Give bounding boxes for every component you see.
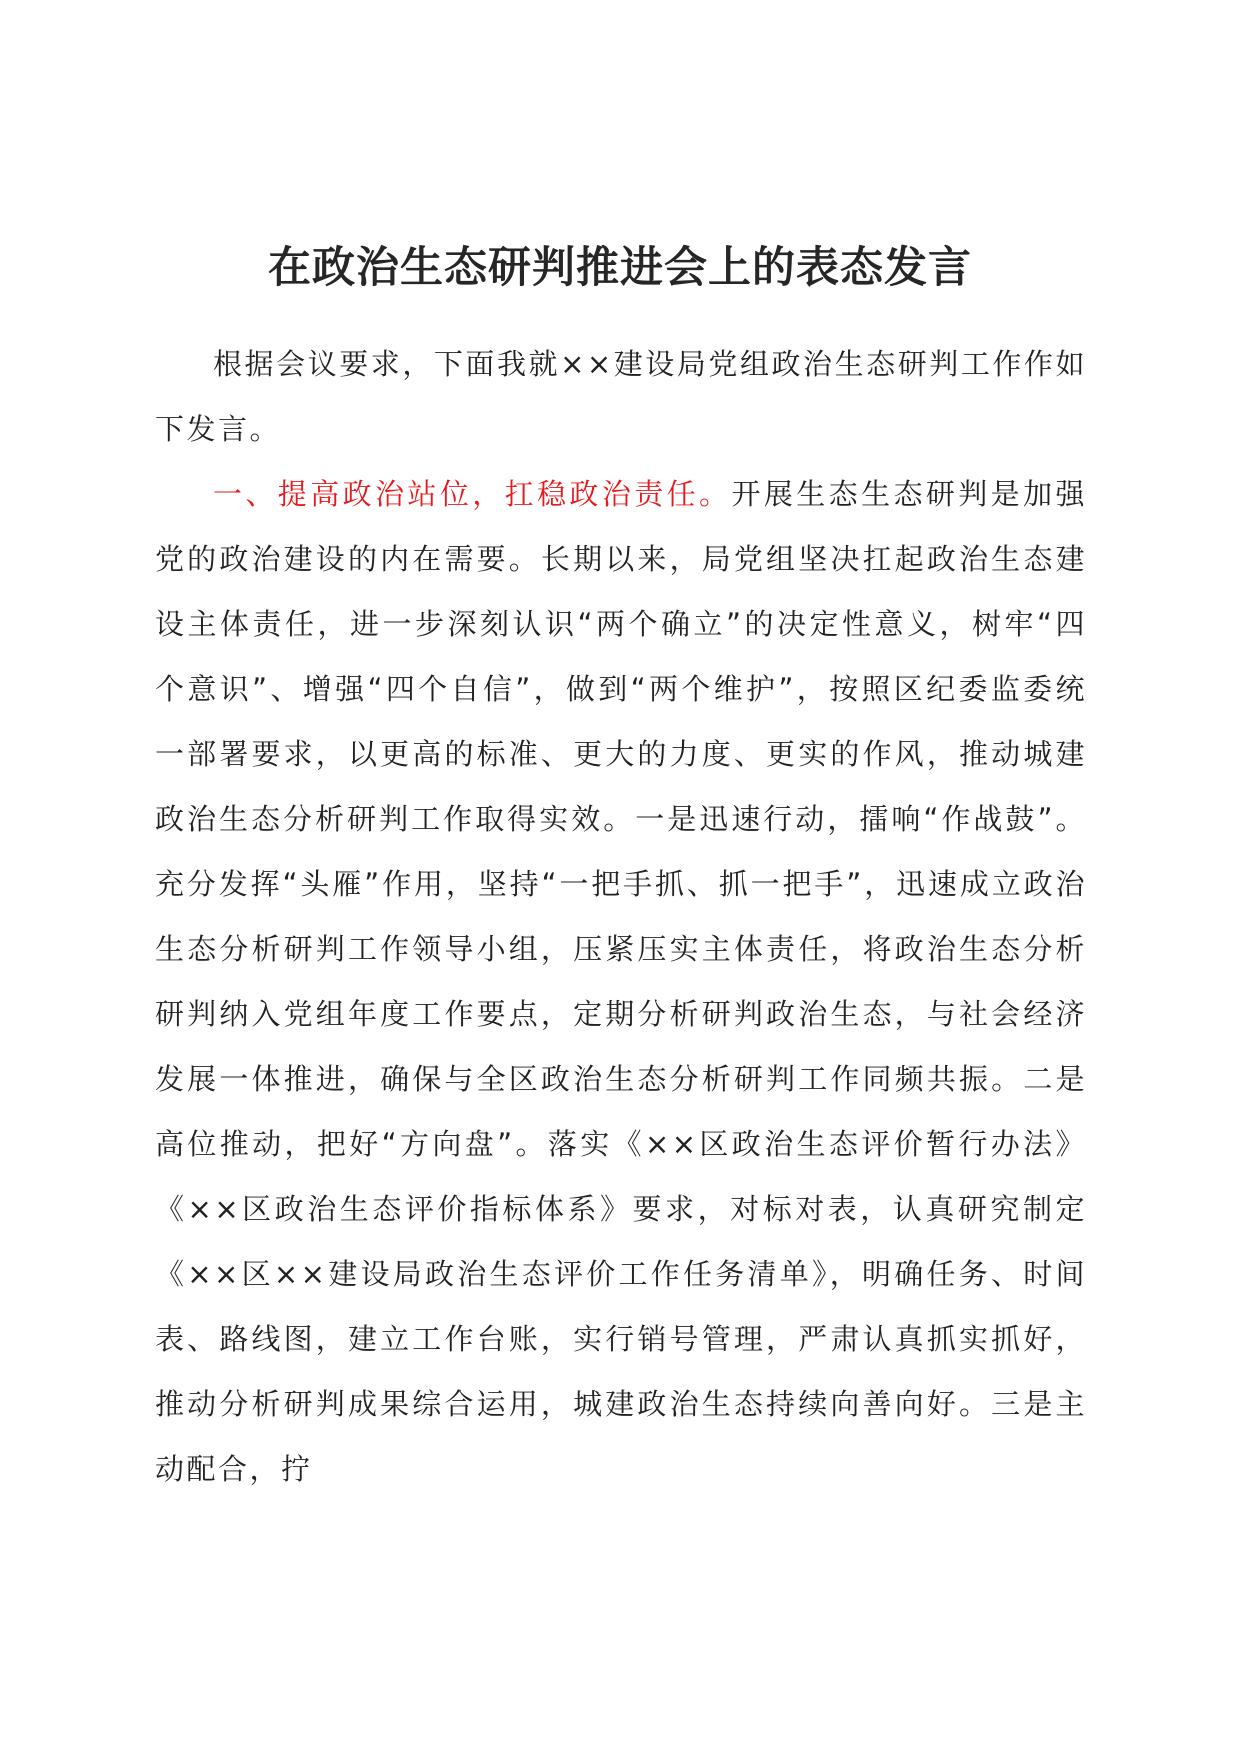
section-1-heading: 一、提高政治站位，扛稳政治责任。: [213, 477, 732, 511]
document-body: [155, 332, 1087, 1502]
section-1-body: 开展生态生态研判是加强党的政治建设的内在需要。长期以来，局党组坚决扛起政治生态建设主体责任，进一步深刻认识“两个确立”的决定性意义，树牢“四个意识”、增强“四个自信”，做到“两个维护”，按照区纪委监委统一部署要求，以更高的标准、更大的力度、更实的作风，推动城建政治生态分析研判工作取得实效。一是迅速行动，擂响“作战鼓”。充分发挥“头雁”作用，坚持“一把手抓、抓一把手”，迅速成立政治生态分析研判工作领导小组，压紧压实主体责任，将政治生态分析研判纳入党组年度工作要点，定期分析研判政治生态，与社会经济发展一体推进，确保与全区政治生态分析研判工作同频共振。二是高位推动，把好“方向盘”。落实《××区政治生态评价暂行办法》《××区政治生态评价指标体系》要求，对标对表，认真研究制定《××区××建设局政治生态评价工作任务清单》，明确任务、时间表、路线图，建立工作台账，实行销号管理，严肃认真抓实抓好，推动分析研判成果综合运用，城建政治生态持续向善向好。三是主动配合，拧: [155, 477, 1087, 1486]
intro-paragraph: 根据会议要求，下面我就××建设局党组政治生态研判工作作如下发言。: [155, 347, 1087, 446]
document-title: 在政治生态研判推进会上的表态发言: [268, 243, 972, 293]
section-1-paragraph: [155, 462, 1087, 1502]
